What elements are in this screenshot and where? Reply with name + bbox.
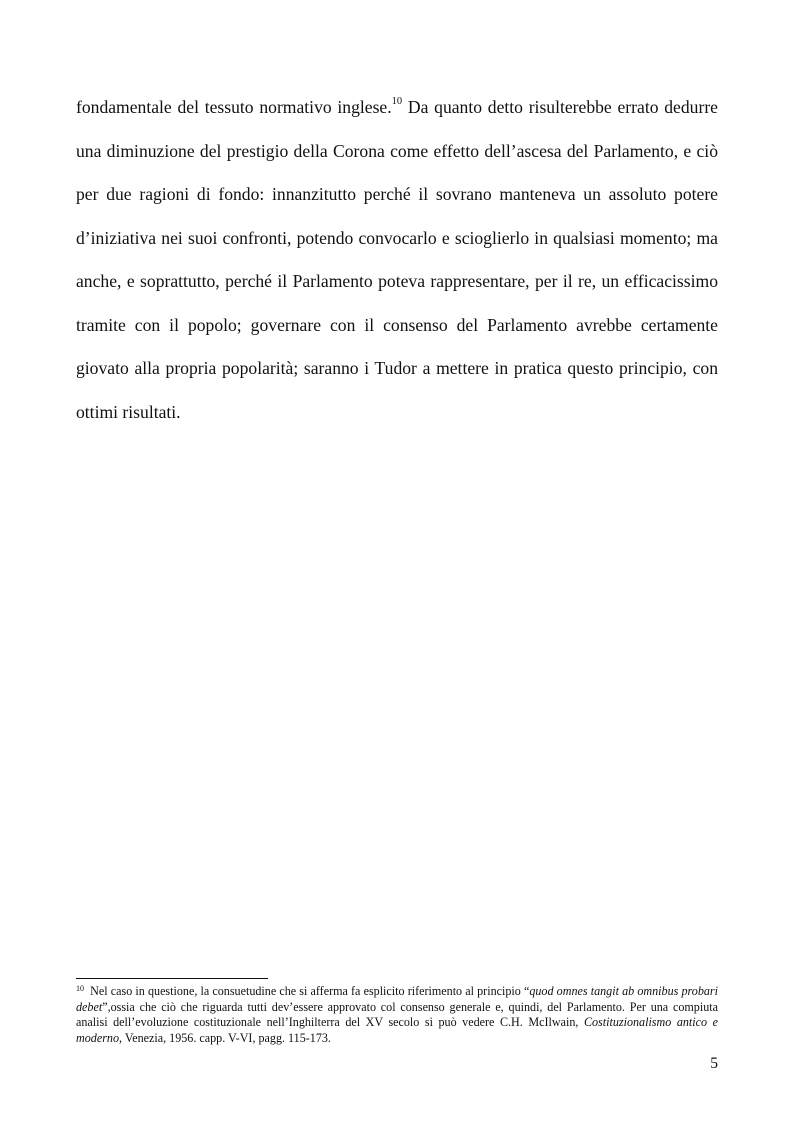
footnote-number: 10 xyxy=(76,984,84,993)
body-text-start: fondamentale del tessuto normativo inglese. xyxy=(76,97,392,117)
footnote-separator xyxy=(76,978,268,979)
footnote-latin-quote: quod omnes tangit ab omnibus probari debet xyxy=(76,984,718,1014)
body-text-rest: Da quanto detto risulterebbe errato dedurre una diminuzione del prestigio della Corona come effetto dell’ascesa del Parlamento, e ciò per due ragioni di fondo: innanzitutto perché il sovrano manteneva un assoluto potere d’iniziativa nei suoi confronti, potendo convocarlo e scioglierlo in qualsiasi momento; ma anche, e soprattutto, perché il Parlamento poteva rappresentare, per il re, un efficacissimo tramite con il popolo; governare con il consenso del Parlamento avrebbe certamente giovato alla propria popolarità; saranno i Tudor a mettere in pratica questo principio, con ottimi risultati. xyxy=(76,97,718,422)
footnote-text-1: Nel caso in questione, la consuetudine che si afferma fa esplicito riferimento al principio “ xyxy=(87,984,530,998)
footnote-reference: 10 xyxy=(391,96,403,107)
body-paragraph xyxy=(76,86,718,434)
footnote-text-2: ”,ossia che ciò che riguarda tutti dev’essere approvato col consenso generale e, quindi, del Parlamento. Per una compiuta analisi dell’evoluzione costituzionale nell’Inghilterra del XV secolo si può vedere C.H. McIlwain, xyxy=(76,999,718,1030)
footnote-text-3: Venezia, 1956. capp. V-VI, pagg. 115-173. xyxy=(122,1030,331,1045)
footnote-book-title: Costituzionalismo antico e moderno, xyxy=(76,1015,718,1045)
page-number: 5 xyxy=(710,1055,718,1072)
footnote xyxy=(76,984,718,1046)
